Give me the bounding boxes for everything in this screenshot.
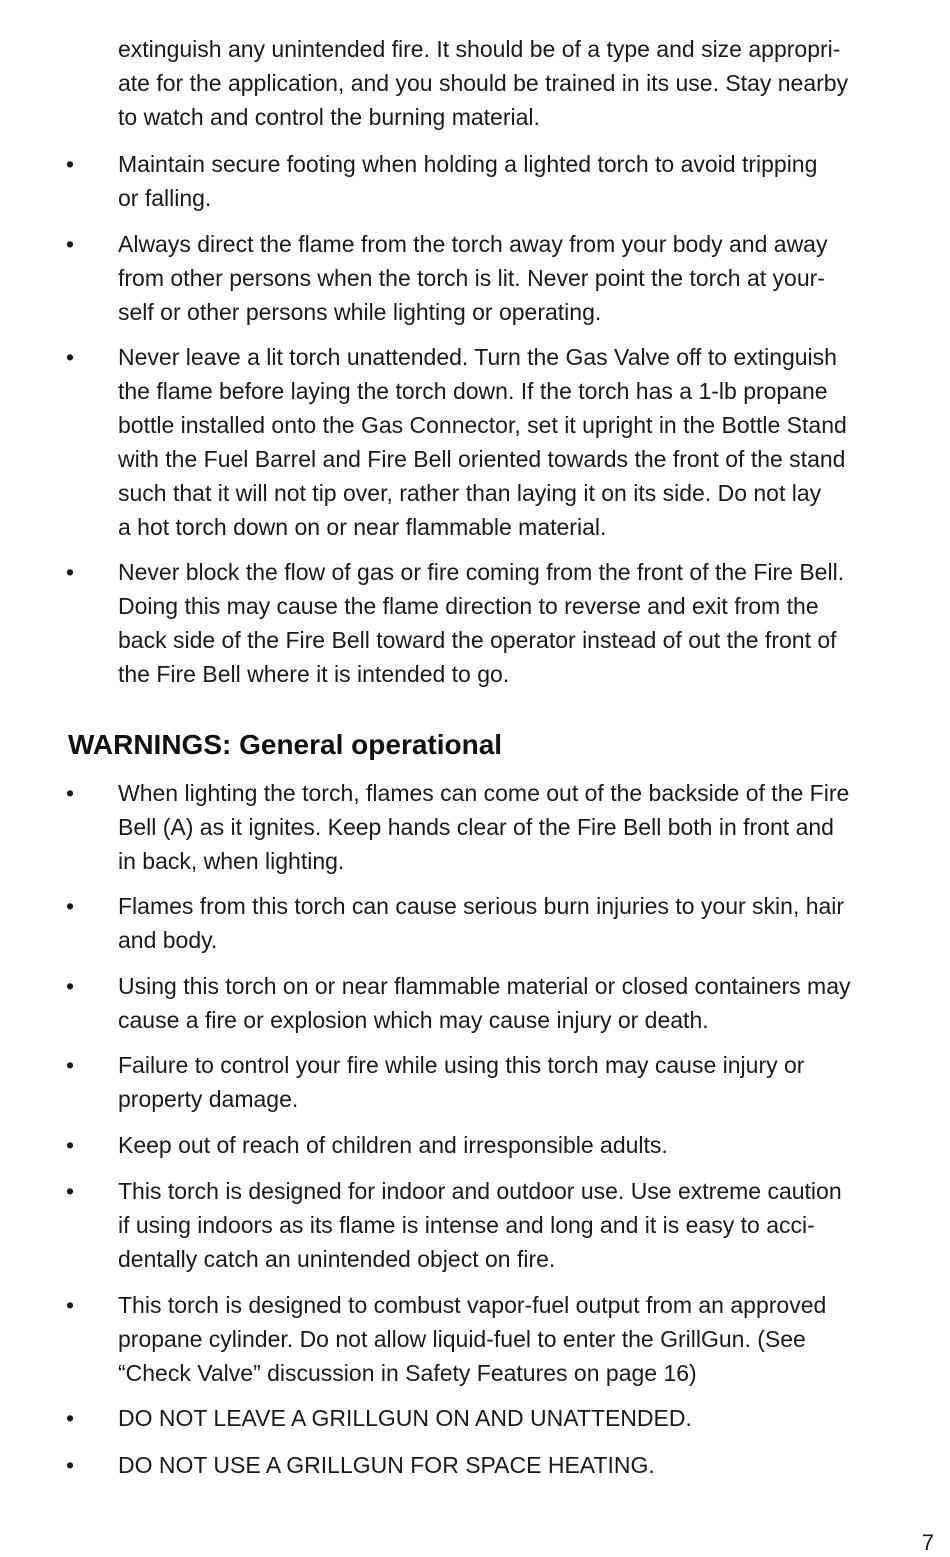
list-item-text: Never leave a lit torch unattended. Turn the Gas Valve off to extinguish the flame before laying the torch down. If the torch has a 1-lb propane bottle installed onto the Gas Connector, set it upright in the Bottle Stand with the Fuel Barrel and Fire Bell oriented towards the front of the stand such that it will not tip over, rather than laying it on its side. Do not lay a hot torch down on or near flammable material.	[118, 344, 847, 540]
bullet-icon: •	[66, 1452, 75, 1478]
bullet-icon: •	[66, 893, 75, 919]
list-item-text: Failure to control your fire while using this torch may cause injury or property damage.	[118, 1052, 805, 1112]
list-item-text: This torch is designed to combust vapor-fuel output from an approved propane cylinder. Do not allow liquid-fuel to enter the GrillGun. (See “Check Valve” discussion in Safety Features on page 16)	[118, 1292, 827, 1386]
section-heading: WARNINGS: General operational	[68, 729, 503, 760]
bullet-icon: •	[66, 151, 75, 177]
list-item-text: Maintain secure footing when holding a lighted torch to avoid tripping or falling.	[118, 151, 818, 211]
page-number: 7	[921, 1530, 934, 1555]
bullet-icon: •	[66, 344, 75, 370]
bullet-icon: •	[66, 780, 75, 806]
bullet-icon: •	[66, 1292, 75, 1318]
bullet-icon: •	[66, 231, 75, 257]
bullet-icon: •	[66, 1052, 75, 1078]
list-item-text: DO NOT USE A GRILLGUN FOR SPACE HEATING.	[118, 1452, 655, 1478]
list-item-text: Keep out of reach of children and irresponsible adults.	[118, 1132, 668, 1158]
bullet-icon: •	[66, 1132, 75, 1158]
bullet-icon: •	[66, 973, 75, 999]
list-item-text: Always direct the flame from the torch away from your body and away from other persons when the torch is lit. Never point the torch at your- self or other persons while lighting or operating.	[118, 231, 828, 325]
list-item-text: DO NOT LEAVE A GRILLGUN ON AND UNATTENDED.	[118, 1405, 692, 1431]
list-item-text: Using this torch on or near flammable material or closed containers may cause a fire or explosion which may cause injury or death.	[118, 973, 851, 1033]
list-item-text: This torch is designed for indoor and outdoor use. Use extreme caution if using indoors as its flame is intense and long and it is easy to acci- dentally catch an unintended object on fire.	[118, 1178, 842, 1272]
bullet-icon: •	[66, 1405, 75, 1431]
list-item-text: When lighting the torch, flames can come out of the backside of the Fire Bell (A) as it ignites. Keep hands clear of the Fire Bell both in front and in back, when lighting.	[118, 780, 850, 874]
list-item-text: Never block the flow of gas or fire coming from the front of the Fire Bell. Doing this may cause the flame direction to reverse and exit from the back side of the Fire Bell toward the operator instead of out the front of the Fire Bell where it is intended to go.	[118, 559, 845, 687]
bullet-icon: •	[66, 1178, 75, 1204]
bullet-icon: •	[66, 559, 75, 585]
list-item-text: Flames from this torch can cause serious burn injuries to your skin, hair and body.	[118, 893, 845, 953]
intro-paragraph: extinguish any unintended fire. It should be of a type and size appropri- ate for the application, and you should be trained in its use. Stay nearby to watch and control the burning material.	[118, 36, 849, 130]
